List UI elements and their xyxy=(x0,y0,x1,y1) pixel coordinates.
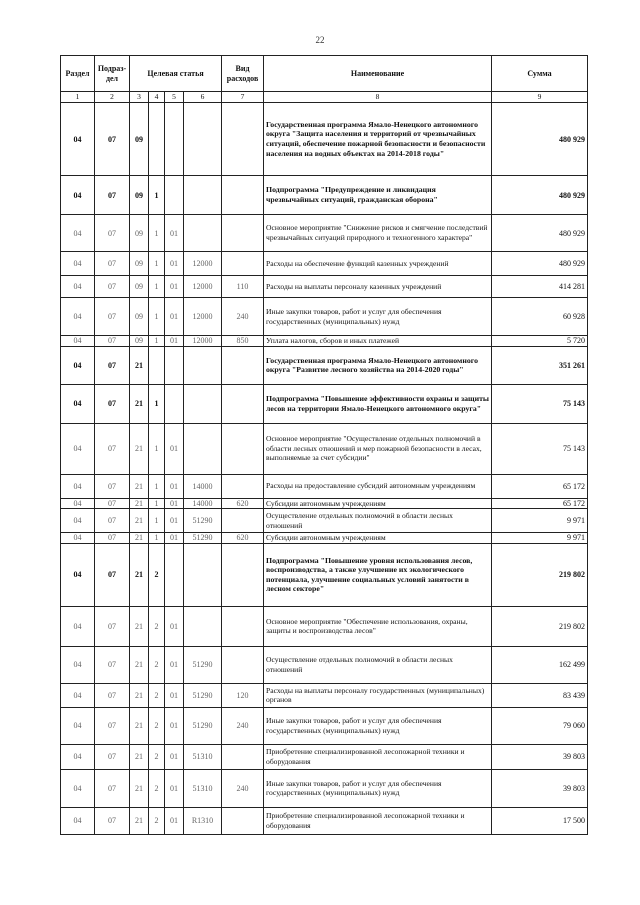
razdel-cell: 04 xyxy=(61,474,95,498)
event-code-cell: 01 xyxy=(165,474,184,498)
event-code-cell xyxy=(165,384,184,423)
podrazdel-cell: 07 xyxy=(95,744,130,769)
direction-code-cell: 14000 xyxy=(184,474,222,498)
column-number: 3 xyxy=(130,92,149,103)
subprogram-code-cell: 1 xyxy=(149,423,165,474)
expense-type-cell xyxy=(222,384,264,423)
podrazdel-cell: 07 xyxy=(95,807,130,834)
razdel-cell: 04 xyxy=(61,384,95,423)
podrazdel-cell: 07 xyxy=(95,474,130,498)
expense-type-cell xyxy=(222,474,264,498)
expense-type-cell: 240 xyxy=(222,769,264,807)
budget-table xyxy=(60,55,588,835)
razdel-cell: 04 xyxy=(61,215,95,252)
subprogram-code-cell: 2 xyxy=(149,606,165,646)
direction-code-cell: R1310 xyxy=(184,807,222,834)
expense-type-cell xyxy=(222,346,264,384)
razdel-cell: 04 xyxy=(61,533,95,544)
event-code-cell: 01 xyxy=(165,533,184,544)
summa-cell: 75 143 xyxy=(492,384,588,423)
table-row xyxy=(61,384,588,423)
table-row xyxy=(61,769,588,807)
razdel-cell: 04 xyxy=(61,683,95,707)
subprogram-code-cell: 2 xyxy=(149,744,165,769)
program-code-cell: 21 xyxy=(130,346,149,384)
table-row xyxy=(61,215,588,252)
direction-code-cell: 51290 xyxy=(184,707,222,744)
event-code-cell: 01 xyxy=(165,276,184,298)
subprogram-code-cell: 2 xyxy=(149,646,165,683)
event-code-cell xyxy=(165,346,184,384)
summa-cell: 219 802 xyxy=(492,606,588,646)
naimenovanie-cell: Основное мероприятие "Обеспечение использования, охраны, защиты и воспроизводства лесов" xyxy=(264,606,492,646)
program-code-cell: 09 xyxy=(130,276,149,298)
table-row xyxy=(61,474,588,498)
subprogram-code-cell xyxy=(149,103,165,176)
podrazdel-cell: 07 xyxy=(95,176,130,215)
event-code-cell: 01 xyxy=(165,707,184,744)
table-row xyxy=(61,176,588,215)
podrazdel-cell: 07 xyxy=(95,707,130,744)
summa-cell: 219 802 xyxy=(492,543,588,606)
direction-code-cell: 51310 xyxy=(184,769,222,807)
razdel-cell: 04 xyxy=(61,336,95,347)
event-code-cell xyxy=(165,543,184,606)
naimenovanie-cell: Уплата налогов, сборов и иных платежей xyxy=(264,336,492,347)
podrazdel-cell: 07 xyxy=(95,276,130,298)
subprogram-code-cell: 1 xyxy=(149,509,165,533)
summa-cell: 39 803 xyxy=(492,744,588,769)
razdel-cell: 04 xyxy=(61,707,95,744)
podrazdel-cell: 07 xyxy=(95,252,130,276)
podrazdel-cell: 07 xyxy=(95,769,130,807)
direction-code-cell: 51290 xyxy=(184,509,222,533)
program-code-cell: 21 xyxy=(130,707,149,744)
podrazdel-cell: 07 xyxy=(95,606,130,646)
razdel-cell: 04 xyxy=(61,423,95,474)
podrazdel-cell: 07 xyxy=(95,103,130,176)
event-code-cell: 01 xyxy=(165,423,184,474)
table-row xyxy=(61,252,588,276)
razdel-cell: 04 xyxy=(61,103,95,176)
expense-type-cell: 110 xyxy=(222,276,264,298)
program-code-cell: 21 xyxy=(130,606,149,646)
direction-code-cell: 51290 xyxy=(184,646,222,683)
direction-code-cell: 51310 xyxy=(184,744,222,769)
header-podrazdel: Подраз-дел xyxy=(95,56,130,92)
naimenovanie-cell: Государственная программа Ямало-Ненецкого автономного округа "Защита населения и территорий от чрезвычайных ситуаций, обеспечение пожарной безопасности и безопасности населения на водных объектах на 2014-2018 годы" xyxy=(264,103,492,176)
event-code-cell: 01 xyxy=(165,807,184,834)
table-row xyxy=(61,606,588,646)
direction-code-cell: 12000 xyxy=(184,336,222,347)
table-row xyxy=(61,298,588,336)
naimenovanie-cell: Расходы на предоставление субсидий автономным учреждениям xyxy=(264,474,492,498)
razdel-cell: 04 xyxy=(61,509,95,533)
table-row xyxy=(61,533,588,544)
naimenovanie-cell: Подпрограмма "Повышение эффективности охраны и защиты лесов на территории Ямало-Ненецкого автономного округа" xyxy=(264,384,492,423)
table-row xyxy=(61,646,588,683)
program-code-cell: 21 xyxy=(130,744,149,769)
program-code-cell: 09 xyxy=(130,103,149,176)
subprogram-code-cell: 1 xyxy=(149,498,165,509)
column-number: 8 xyxy=(264,92,492,103)
summa-cell: 162 499 xyxy=(492,646,588,683)
naimenovanie-cell: Основное мероприятие "Осуществление отдельных полномочий в области лесных отношений и мер пожарной безопасности в лесах, выполняемые за счет субсидии" xyxy=(264,423,492,474)
summa-cell: 60 928 xyxy=(492,298,588,336)
podrazdel-cell: 07 xyxy=(95,384,130,423)
subprogram-code-cell: 1 xyxy=(149,215,165,252)
summa-cell: 5 720 xyxy=(492,336,588,347)
table-row xyxy=(61,423,588,474)
table-row xyxy=(61,543,588,606)
program-code-cell: 21 xyxy=(130,807,149,834)
subprogram-code-cell: 2 xyxy=(149,683,165,707)
expense-type-cell: 620 xyxy=(222,533,264,544)
summa-cell: 65 172 xyxy=(492,498,588,509)
naimenovanie-cell: Иные закупки товаров, работ и услуг для обеспечения государственных (муниципальных) нужд xyxy=(264,769,492,807)
podrazdel-cell: 07 xyxy=(95,423,130,474)
subprogram-code-cell: 1 xyxy=(149,336,165,347)
expense-type-cell: 240 xyxy=(222,298,264,336)
event-code-cell: 01 xyxy=(165,498,184,509)
direction-code-cell xyxy=(184,606,222,646)
program-code-cell: 09 xyxy=(130,252,149,276)
summa-cell: 83 439 xyxy=(492,683,588,707)
header-naimenovanie: Наименование xyxy=(264,56,492,92)
table-row xyxy=(61,103,588,176)
program-code-cell: 21 xyxy=(130,533,149,544)
expense-type-cell xyxy=(222,606,264,646)
expense-type-cell xyxy=(222,744,264,769)
event-code-cell: 01 xyxy=(165,606,184,646)
summa-cell: 351 261 xyxy=(492,346,588,384)
program-code-cell: 21 xyxy=(130,498,149,509)
program-code-cell: 09 xyxy=(130,298,149,336)
expense-type-cell: 240 xyxy=(222,707,264,744)
summa-cell: 480 929 xyxy=(492,176,588,215)
direction-code-cell xyxy=(184,346,222,384)
podrazdel-cell: 07 xyxy=(95,498,130,509)
razdel-cell: 04 xyxy=(61,252,95,276)
direction-code-cell: 12000 xyxy=(184,252,222,276)
direction-code-cell: 51290 xyxy=(184,683,222,707)
subprogram-code-cell xyxy=(149,346,165,384)
program-code-cell: 21 xyxy=(130,474,149,498)
subprogram-code-cell: 2 xyxy=(149,807,165,834)
naimenovanie-cell: Иные закупки товаров, работ и услуг для обеспечения государственных (муниципальных) нужд xyxy=(264,707,492,744)
subprogram-code-cell: 1 xyxy=(149,298,165,336)
summa-cell: 17 500 xyxy=(492,807,588,834)
page-number: 22 xyxy=(315,35,325,45)
column-number: 2 xyxy=(95,92,130,103)
header-tselevaya-statya: Целевая статья xyxy=(130,56,222,92)
summa-cell: 414 281 xyxy=(492,276,588,298)
razdel-cell: 04 xyxy=(61,807,95,834)
table-row xyxy=(61,346,588,384)
naimenovanie-cell: Подпрограмма "Предупреждение и ликвидация чрезвычайных ситуаций, гражданская оборона" xyxy=(264,176,492,215)
direction-code-cell xyxy=(184,215,222,252)
razdel-cell: 04 xyxy=(61,276,95,298)
event-code-cell: 01 xyxy=(165,683,184,707)
event-code-cell xyxy=(165,176,184,215)
subprogram-code-cell: 1 xyxy=(149,384,165,423)
program-code-cell: 21 xyxy=(130,384,149,423)
header-summa: Сумма xyxy=(492,56,588,92)
column-number: 9 xyxy=(492,92,588,103)
direction-code-cell xyxy=(184,543,222,606)
summa-cell: 9 971 xyxy=(492,509,588,533)
podrazdel-cell: 07 xyxy=(95,346,130,384)
direction-code-cell xyxy=(184,423,222,474)
razdel-cell: 04 xyxy=(61,298,95,336)
table-row xyxy=(61,707,588,744)
summa-cell: 39 803 xyxy=(492,769,588,807)
direction-code-cell: 12000 xyxy=(184,276,222,298)
podrazdel-cell: 07 xyxy=(95,215,130,252)
program-code-cell: 09 xyxy=(130,336,149,347)
program-code-cell: 09 xyxy=(130,215,149,252)
event-code-cell: 01 xyxy=(165,646,184,683)
naimenovanie-cell: Субсидии автономным учреждениям xyxy=(264,533,492,544)
razdel-cell: 04 xyxy=(61,543,95,606)
naimenovanie-cell: Расходы на обеспечение функций казенных учреждений xyxy=(264,252,492,276)
expense-type-cell xyxy=(222,807,264,834)
expense-type-cell: 850 xyxy=(222,336,264,347)
event-code-cell: 01 xyxy=(165,215,184,252)
event-code-cell: 01 xyxy=(165,769,184,807)
expense-type-cell xyxy=(222,215,264,252)
summa-cell: 79 060 xyxy=(492,707,588,744)
column-number: 6 xyxy=(184,92,222,103)
event-code-cell: 01 xyxy=(165,744,184,769)
subprogram-code-cell: 2 xyxy=(149,769,165,807)
direction-code-cell: 14000 xyxy=(184,498,222,509)
naimenovanie-cell: Подпрограмма "Повышение уровня использования лесов, воспроизводства, а также улучшение их экологического потенциала, улучшение социальных условий занятости в лесном секторе" xyxy=(264,543,492,606)
razdel-cell: 04 xyxy=(61,606,95,646)
column-numbers-row xyxy=(61,92,588,103)
razdel-cell: 04 xyxy=(61,346,95,384)
table-row xyxy=(61,336,588,347)
event-code-cell xyxy=(165,103,184,176)
subprogram-code-cell: 2 xyxy=(149,707,165,744)
podrazdel-cell: 07 xyxy=(95,683,130,707)
summa-cell: 9 971 xyxy=(492,533,588,544)
podrazdel-cell: 07 xyxy=(95,533,130,544)
razdel-cell: 04 xyxy=(61,498,95,509)
naimenovanie-cell: Расходы на выплаты персоналу казенных учреждений xyxy=(264,276,492,298)
program-code-cell: 09 xyxy=(130,176,149,215)
header-razdel: Раздел xyxy=(61,56,95,92)
podrazdel-cell: 07 xyxy=(95,543,130,606)
header-row xyxy=(61,56,588,92)
event-code-cell: 01 xyxy=(165,336,184,347)
razdel-cell: 04 xyxy=(61,744,95,769)
summa-cell: 480 929 xyxy=(492,103,588,176)
program-code-cell: 21 xyxy=(130,769,149,807)
column-number: 1 xyxy=(61,92,95,103)
subprogram-code-cell: 1 xyxy=(149,474,165,498)
expense-type-cell: 620 xyxy=(222,498,264,509)
naimenovanie-cell: Осуществление отдельных полномочий в области лесных отношений xyxy=(264,509,492,533)
razdel-cell: 04 xyxy=(61,769,95,807)
expense-type-cell: 120 xyxy=(222,683,264,707)
naimenovanie-cell: Приобретение специализированной лесопожарной техники и оборудования xyxy=(264,807,492,834)
podrazdel-cell: 07 xyxy=(95,298,130,336)
table-body xyxy=(61,103,588,835)
program-code-cell: 21 xyxy=(130,646,149,683)
event-code-cell: 01 xyxy=(165,298,184,336)
subprogram-code-cell: 1 xyxy=(149,252,165,276)
subprogram-code-cell: 2 xyxy=(149,543,165,606)
direction-code-cell: 12000 xyxy=(184,298,222,336)
naimenovanie-cell: Расходы на выплаты персоналу государственных (муниципальных) органов xyxy=(264,683,492,707)
expense-type-cell xyxy=(222,543,264,606)
podrazdel-cell: 07 xyxy=(95,509,130,533)
event-code-cell: 01 xyxy=(165,252,184,276)
subprogram-code-cell: 1 xyxy=(149,276,165,298)
table-row xyxy=(61,683,588,707)
razdel-cell: 04 xyxy=(61,646,95,683)
podrazdel-cell: 07 xyxy=(95,336,130,347)
column-number: 5 xyxy=(165,92,184,103)
table-row xyxy=(61,498,588,509)
summa-cell: 65 172 xyxy=(492,474,588,498)
expense-type-cell xyxy=(222,103,264,176)
summa-cell: 480 929 xyxy=(492,215,588,252)
table-row xyxy=(61,744,588,769)
expense-type-cell xyxy=(222,646,264,683)
direction-code-cell xyxy=(184,103,222,176)
column-number: 7 xyxy=(222,92,264,103)
razdel-cell: 04 xyxy=(61,176,95,215)
expense-type-cell xyxy=(222,176,264,215)
naimenovanie-cell: Субсидии автономным учреждениям xyxy=(264,498,492,509)
event-code-cell: 01 xyxy=(165,509,184,533)
naimenovanie-cell: Осуществление отдельных полномочий в области лесных отношений xyxy=(264,646,492,683)
table-row xyxy=(61,807,588,834)
summa-cell: 75 143 xyxy=(492,423,588,474)
naimenovanie-cell: Основное мероприятие "Снижение рисков и смягчение последствий чрезвычайных ситуаций природного и техногенного характера" xyxy=(264,215,492,252)
direction-code-cell xyxy=(184,384,222,423)
table-row xyxy=(61,276,588,298)
direction-code-cell xyxy=(184,176,222,215)
subprogram-code-cell: 1 xyxy=(149,533,165,544)
program-code-cell: 21 xyxy=(130,683,149,707)
summa-cell: 480 929 xyxy=(492,252,588,276)
program-code-cell: 21 xyxy=(130,423,149,474)
expense-type-cell xyxy=(222,423,264,474)
header-vid-raskhodov: Вид расходов xyxy=(222,56,264,92)
direction-code-cell: 51290 xyxy=(184,533,222,544)
naimenovanie-cell: Приобретение специализированной лесопожарной техники и оборудования xyxy=(264,744,492,769)
subprogram-code-cell: 1 xyxy=(149,176,165,215)
column-number: 4 xyxy=(149,92,165,103)
podrazdel-cell: 07 xyxy=(95,646,130,683)
program-code-cell: 21 xyxy=(130,509,149,533)
naimenovanie-cell: Иные закупки товаров, работ и услуг для обеспечения государственных (муниципальных) нужд xyxy=(264,298,492,336)
naimenovanie-cell: Государственная программа Ямало-Ненецкого автономного округа "Развитие лесного хозяйства на 2014-2020 годы" xyxy=(264,346,492,384)
table-row xyxy=(61,509,588,533)
expense-type-cell xyxy=(222,509,264,533)
expense-type-cell xyxy=(222,252,264,276)
program-code-cell: 21 xyxy=(130,543,149,606)
